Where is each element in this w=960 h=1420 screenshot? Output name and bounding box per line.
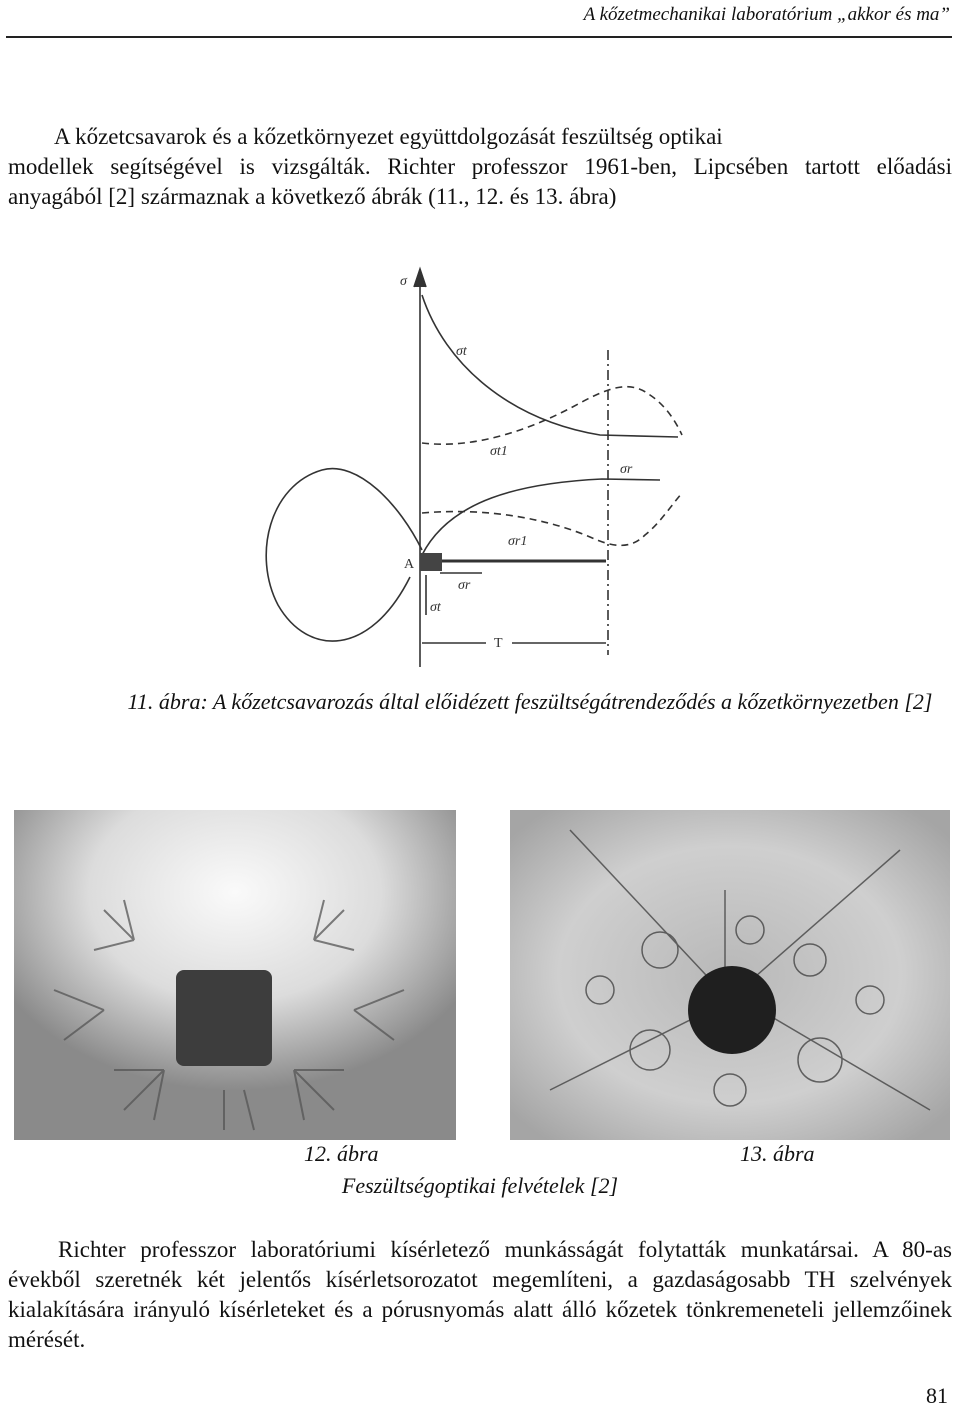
- sigma-r1-dashed-curve: [422, 493, 682, 545]
- photoelastic-photo-13: [510, 810, 950, 1140]
- label-sigma-r: σr: [620, 462, 633, 477]
- label-length-t: T: [494, 636, 503, 651]
- anchor-plate: [420, 553, 442, 571]
- sigma-r-curve: [422, 479, 660, 555]
- figure-11-diagram: [250, 255, 720, 675]
- label-sigma-t: σt: [456, 344, 467, 359]
- axis-label: σ: [400, 274, 407, 289]
- label-anchor-r: σr: [458, 578, 471, 593]
- figure-13-label: 13. ábra: [740, 1141, 815, 1166]
- intro-line-1: A kőzetcsavarok és a kőzetkörnyezet együttdolgozását feszültség optikai: [54, 124, 723, 149]
- photoelastic-photo-12: [14, 810, 456, 1140]
- label-sigma-t1: σt1: [490, 444, 508, 459]
- label-sigma-r1: σr1: [508, 534, 528, 549]
- closing-paragraph: Richter professzor laboratóriumi kísérletező munkásságát folytatták munkatársai. A 80-as évekből szeretnék két jelentős kísérletsorozatot megemlíteni, a gazdaságosabb TH szelvények kialakítására irányuló kísérleteket és a pórusnyomás alatt álló kőzetek tönkremeneteli jellemzőinek mérését.: [8, 1237, 952, 1352]
- figure-11-caption: 11. ábra: A kőzetcsavarozás által előidézett feszültségátrendeződés a kőzetkörnyezetben [2]: [127, 689, 933, 714]
- axis-arrow-icon: [414, 269, 426, 287]
- sigma-t-curve: [422, 295, 678, 437]
- label-point-a: A: [404, 557, 415, 572]
- intro-rest: modellek segítségével is vizsgálták. Richter professzor 1961-ben, Lipcsében tartott előadási anyagából [2] származnak a következő ábrák (11., 12. és 13. ábra): [8, 154, 952, 209]
- page-number: 81: [926, 1383, 948, 1408]
- intro-paragraph: [8, 122, 952, 212]
- figures-12-13-caption: Feszültségoptikai felvételek [2]: [341, 1173, 619, 1198]
- running-header: A kőzetmechanikai laboratórium „akkor és ma”: [583, 4, 950, 25]
- figure-12-label: 12. ábra: [304, 1141, 379, 1166]
- header-rule: [6, 36, 952, 38]
- opening-contour: [266, 469, 422, 641]
- label-anchor-t: σt: [430, 600, 441, 615]
